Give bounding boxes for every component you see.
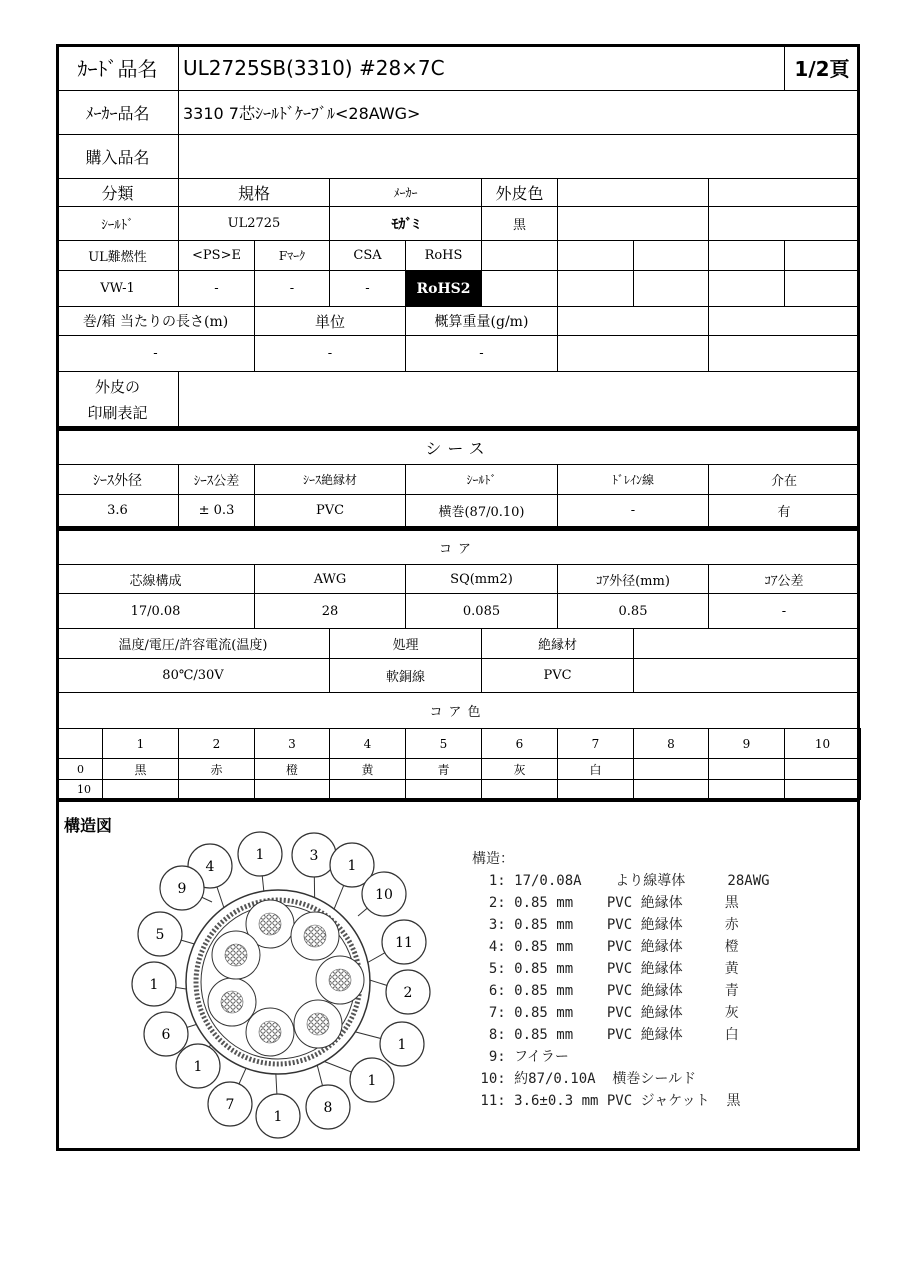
sq-value: 0.085 xyxy=(405,593,558,629)
callout-balloon xyxy=(132,962,176,1006)
standard-header: 規格 xyxy=(178,178,330,207)
color-cell: 黒 xyxy=(102,758,179,780)
color-cell xyxy=(557,779,634,800)
pse-header: <PS>E xyxy=(178,240,255,271)
color-column-header: 1 xyxy=(102,728,179,759)
print-marking-value xyxy=(178,371,860,428)
core-od-value: 0.85 xyxy=(557,593,709,629)
blank-cell xyxy=(633,270,709,307)
blank-cell xyxy=(784,240,860,271)
sheath-tolerance-header: ｼｰｽ公差 xyxy=(178,464,255,495)
structure-diagram-title: 構造図 xyxy=(64,816,113,835)
awg-header: AWG xyxy=(254,564,406,594)
callout-balloon xyxy=(382,920,426,964)
color-cell xyxy=(178,779,255,800)
balloon-label: 10 xyxy=(375,887,393,903)
drain-wire-value: - xyxy=(557,494,709,527)
structure-line: 7: 0.85 mm PVC 絶縁体 灰 xyxy=(472,1005,739,1021)
structure-line: 5: 0.85 mm PVC 絶縁体 黄 xyxy=(472,961,739,977)
core-color-section-title: コア色 xyxy=(56,692,860,729)
strand-construction-value: 17/0.08 xyxy=(56,593,255,629)
balloon-label: 5 xyxy=(155,927,165,943)
color-cell: 白 xyxy=(557,758,634,780)
balloon-label: 1 xyxy=(367,1073,377,1089)
balloon-label: 1 xyxy=(255,847,265,863)
class-value: ｼｰﾙﾄﾞ xyxy=(56,206,179,241)
print-marking-label-line1: 外皮の xyxy=(94,377,140,396)
color-column-header: 9 xyxy=(708,728,785,759)
color-cell xyxy=(254,779,330,800)
balloon-label: 11 xyxy=(395,935,413,951)
maker-name-label: ﾒｰｶｰ品名 xyxy=(56,90,179,135)
maker-header: ﾒｰｶｰ xyxy=(329,178,482,207)
sq-header: SQ(mm2) xyxy=(405,564,558,594)
blank-cell xyxy=(708,240,785,271)
f-mark-header: Fﾏｰｸ xyxy=(254,240,330,271)
balloon-label: 1 xyxy=(273,1109,283,1125)
sheath-od-header: ｼｰｽ外径 xyxy=(56,464,179,495)
color-cell xyxy=(329,779,406,800)
color-cell xyxy=(102,779,179,800)
color-cell xyxy=(405,779,482,800)
balloon-label: 1 xyxy=(347,858,357,874)
blank-cell xyxy=(557,306,709,336)
blank-cell xyxy=(708,178,860,207)
treatment-header: 処理 xyxy=(329,628,482,659)
callout-balloon xyxy=(386,970,430,1014)
weight-header: 概算重量(g/m) xyxy=(405,306,558,336)
structure-line: 11: 3.6±0.3 mm PVC ジャケット 黒 xyxy=(472,1093,741,1109)
core-od-header: ｺｱ外径(mm) xyxy=(557,564,709,594)
callout-balloon xyxy=(362,872,406,916)
sheath-insulation-value: PVC xyxy=(254,494,406,527)
strand-construction-header: 芯線構成 xyxy=(56,564,255,594)
color-column-header: 7 xyxy=(557,728,634,759)
callout-balloon xyxy=(306,1085,350,1129)
insulation-header: 絶縁材 xyxy=(481,628,634,659)
balloon-label: 1 xyxy=(149,977,159,993)
balloon-label: 4 xyxy=(205,859,215,875)
color-cell xyxy=(633,758,709,780)
callout-balloon xyxy=(256,1094,300,1138)
card-name-value: UL2725SB(3310) #28×7C xyxy=(178,44,785,91)
maker-value: ﾓｶﾞﾐ xyxy=(329,206,482,241)
sheath-insulation-header: ｼｰｽ絶縁材 xyxy=(254,464,406,495)
color-column-header: 5 xyxy=(405,728,482,759)
callout-balloon xyxy=(160,866,204,910)
color-cell: 橙 xyxy=(254,758,330,780)
callout-balloon xyxy=(292,833,336,877)
color-column-header: 8 xyxy=(633,728,709,759)
balloon-label: 9 xyxy=(177,881,187,897)
page-number: 1/2頁 xyxy=(784,44,860,91)
jacket-color-value: 黒 xyxy=(481,206,558,241)
blank-cell xyxy=(557,178,709,207)
structure-line: 10: 約87/0.10A 横巻シールド xyxy=(472,1071,697,1087)
awg-value: 28 xyxy=(254,593,406,629)
balloon-label: 7 xyxy=(225,1097,235,1113)
blank-cell xyxy=(633,658,860,693)
sheath-od-value: 3.6 xyxy=(56,494,179,527)
color-column-header: 6 xyxy=(481,728,558,759)
color-cell: 赤 xyxy=(178,758,255,780)
blank-cell xyxy=(557,240,634,271)
color-cell xyxy=(784,758,861,780)
callout-balloon xyxy=(144,1012,188,1056)
callout-balloon xyxy=(138,912,182,956)
structure-line: 2: 0.85 mm PVC 絶縁体 黒 xyxy=(472,895,739,911)
length-per-reel-value: - xyxy=(56,335,255,372)
structure-line: 9: フイラー xyxy=(472,1049,569,1065)
callout-balloon xyxy=(238,832,282,876)
color-cell: 黄 xyxy=(329,758,406,780)
color-cell xyxy=(708,779,785,800)
shield-value: 横巻(87/0.10) xyxy=(405,494,558,527)
rohs-header: RoHS xyxy=(405,240,482,271)
ratings-value: 80℃/30V xyxy=(56,658,330,693)
blank-cell xyxy=(481,240,558,271)
insulation-value: PVC xyxy=(481,658,634,693)
filler-value: 有 xyxy=(708,494,860,527)
unit-header: 単位 xyxy=(254,306,406,336)
structure-line: 8: 0.85 mm PVC 絶縁体 白 xyxy=(472,1027,739,1043)
shield-header: ｼｰﾙﾄﾞ xyxy=(405,464,558,495)
color-cell: 灰 xyxy=(481,758,558,780)
purchase-name-label: 購入品名 xyxy=(56,134,179,179)
unit-value: - xyxy=(254,335,406,372)
color-column-header: 3 xyxy=(254,728,330,759)
blank-cell xyxy=(708,335,860,372)
print-marking-label xyxy=(56,371,179,428)
blank-cell xyxy=(708,306,860,336)
structure-line: 6: 0.85 mm PVC 絶縁体 青 xyxy=(472,983,739,999)
color-column-header: 10 xyxy=(784,728,861,759)
balloon-label: 6 xyxy=(161,1027,171,1043)
color-column-header: 4 xyxy=(329,728,406,759)
color-cell xyxy=(708,758,785,780)
structure-list xyxy=(472,848,770,1112)
color-row-label: 0 xyxy=(56,758,103,780)
drain-wire-header: ﾄﾞﾚｲﾝ線 xyxy=(557,464,709,495)
balloon-label: 8 xyxy=(323,1100,333,1116)
section-divider xyxy=(56,798,860,802)
treatment-value: 軟銅線 xyxy=(329,658,482,693)
standard-value: UL2725 xyxy=(178,206,330,241)
ul-flame-value: VW-1 xyxy=(56,270,179,307)
pse-value: - xyxy=(178,270,255,307)
callout-balloon xyxy=(208,1082,252,1126)
card-name-label: ｶｰﾄﾞ品名 xyxy=(56,44,179,91)
f-mark-value: - xyxy=(254,270,330,307)
blank-cell xyxy=(481,270,558,307)
color-cell xyxy=(784,779,861,800)
maker-name-value: 3310 7芯ｼｰﾙﾄﾞｹｰﾌﾞﾙ<28AWG> xyxy=(178,90,860,135)
filler-header: 介在 xyxy=(708,464,860,495)
sheath-tolerance-value: ± 0.3 xyxy=(178,494,255,527)
structure-title: 構造： xyxy=(472,851,514,867)
core-tolerance-header: ｺｱ公差 xyxy=(708,564,860,594)
blank-cell xyxy=(557,335,709,372)
purchase-name-value xyxy=(178,134,860,179)
balloon-label: 3 xyxy=(309,848,319,864)
cable-cross-section xyxy=(110,812,450,1147)
color-grid-corner xyxy=(56,728,103,759)
color-cell: 青 xyxy=(405,758,482,780)
blank-cell xyxy=(633,628,860,659)
weight-value: - xyxy=(405,335,558,372)
ul-flame-header: UL難燃性 xyxy=(56,240,179,271)
blank-cell xyxy=(557,206,709,241)
blank-cell xyxy=(708,206,860,241)
color-cell xyxy=(481,779,558,800)
color-cell xyxy=(633,779,709,800)
balloon-label: 2 xyxy=(403,985,413,1001)
core-section-title: コア xyxy=(56,530,860,565)
structure-lines xyxy=(472,870,770,1112)
blank-cell xyxy=(633,240,709,271)
balloon-label: 1 xyxy=(397,1037,407,1053)
length-per-reel-header: 巻/箱 当たりの長さ(m) xyxy=(56,306,255,336)
structure-line: 1: 17/0.08A より線導体 28AWG xyxy=(472,873,770,889)
color-column-header: 2 xyxy=(178,728,255,759)
callout-balloon xyxy=(380,1022,424,1066)
ratings-header: 温度/電圧/許容電流(温度) xyxy=(56,628,330,659)
blank-cell xyxy=(557,270,634,307)
color-row-label: 10 xyxy=(56,779,103,800)
structure-line: 3: 0.85 mm PVC 絶縁体 赤 xyxy=(472,917,739,933)
blank-cell xyxy=(708,270,785,307)
balloon-label: 1 xyxy=(193,1059,203,1075)
rohs-value-badge: RoHS2 xyxy=(405,270,482,307)
jacket-color-header: 外皮色 xyxy=(481,178,558,207)
blank-cell xyxy=(784,270,860,307)
csa-header: CSA xyxy=(329,240,406,271)
callout-balloon xyxy=(176,1044,220,1088)
csa-value: - xyxy=(329,270,406,307)
structure-line: 4: 0.85 mm PVC 絶縁体 橙 xyxy=(472,939,739,955)
callout-balloon xyxy=(350,1058,394,1102)
class-header: 分類 xyxy=(56,178,179,207)
core-tolerance-value: - xyxy=(708,593,860,629)
sheath-section-title: シース xyxy=(56,430,860,465)
print-marking-label-line2: 印刷表記 xyxy=(87,403,148,422)
